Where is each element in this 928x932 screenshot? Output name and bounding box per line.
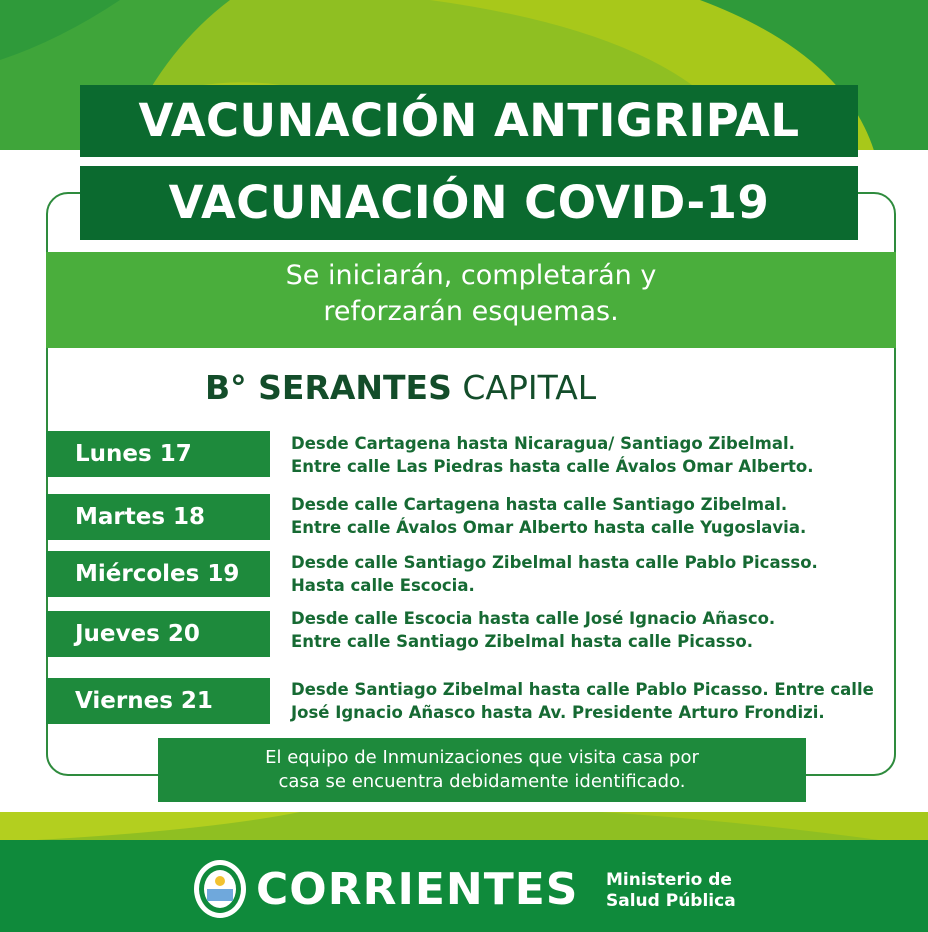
description-line: José Ignacio Añasco hasta Av. Presidente Arturo Frondizi. bbox=[291, 703, 825, 722]
description-line: Entre calle Santiago Zibelmal hasta calle Picasso. bbox=[291, 632, 754, 651]
day-description-lunes bbox=[291, 432, 814, 478]
description-line: Entre calle Las Piedras hasta calle Ávalos Omar Alberto. bbox=[291, 457, 814, 476]
description-line: Desde Santiago Zibelmal hasta calle Pablo Picasso. Entre calle bbox=[291, 680, 874, 699]
day-label-martes: Martes 18 bbox=[46, 494, 270, 540]
subtitle-line-2: reforzarán esquemas. bbox=[323, 296, 619, 327]
ministry-line-1: Ministerio de bbox=[606, 870, 732, 890]
location-neighborhood: B° SERANTES bbox=[205, 368, 452, 407]
description-line: Desde calle Escocia hasta calle José Ignacio Añasco. bbox=[291, 609, 776, 628]
day-description-viernes bbox=[291, 678, 874, 724]
day-label-lunes: Lunes 17 bbox=[46, 431, 270, 477]
identification-notice bbox=[158, 738, 806, 802]
description-line: Desde Cartagena hasta Nicaragua/ Santiago Zibelmal. bbox=[291, 434, 795, 453]
subtitle-line-1: Se iniciarán, completarán y bbox=[285, 260, 657, 291]
ministry-name bbox=[606, 870, 736, 912]
day-label-jueves: Jueves 20 bbox=[46, 611, 270, 657]
description-line: Hasta calle Escocia. bbox=[291, 576, 475, 595]
description-line: Entre calle Ávalos Omar Alberto hasta calle Yugoslavia. bbox=[291, 518, 807, 537]
notice-line-1: El equipo de Inmunizaciones que visita casa por bbox=[265, 747, 699, 768]
day-description-martes bbox=[291, 493, 806, 539]
location-city: CAPITAL bbox=[462, 368, 597, 407]
location-heading bbox=[205, 368, 596, 407]
day-description-jueves bbox=[291, 607, 775, 653]
day-label-miercoles: Miércoles 19 bbox=[46, 551, 270, 597]
description-line: Desde calle Santiago Zibelmal hasta calle Pablo Picasso. bbox=[291, 553, 818, 572]
ministry-line-2: Salud Pública bbox=[606, 891, 736, 911]
title-antigripal: VACUNACIÓN ANTIGRIPAL bbox=[80, 85, 858, 157]
notice-line-2: casa se encuentra debidamente identificado. bbox=[278, 771, 686, 792]
subtitle-text bbox=[46, 258, 896, 330]
brand-name: CORRIENTES bbox=[256, 864, 579, 915]
day-label-viernes: Viernes 21 bbox=[46, 678, 270, 724]
title-covid: VACUNACIÓN COVID-19 bbox=[80, 166, 858, 240]
provincial-seal bbox=[193, 859, 247, 919]
day-description-miercoles bbox=[291, 551, 818, 597]
description-line: Desde calle Cartagena hasta calle Santiago Zibelmal. bbox=[291, 495, 788, 514]
